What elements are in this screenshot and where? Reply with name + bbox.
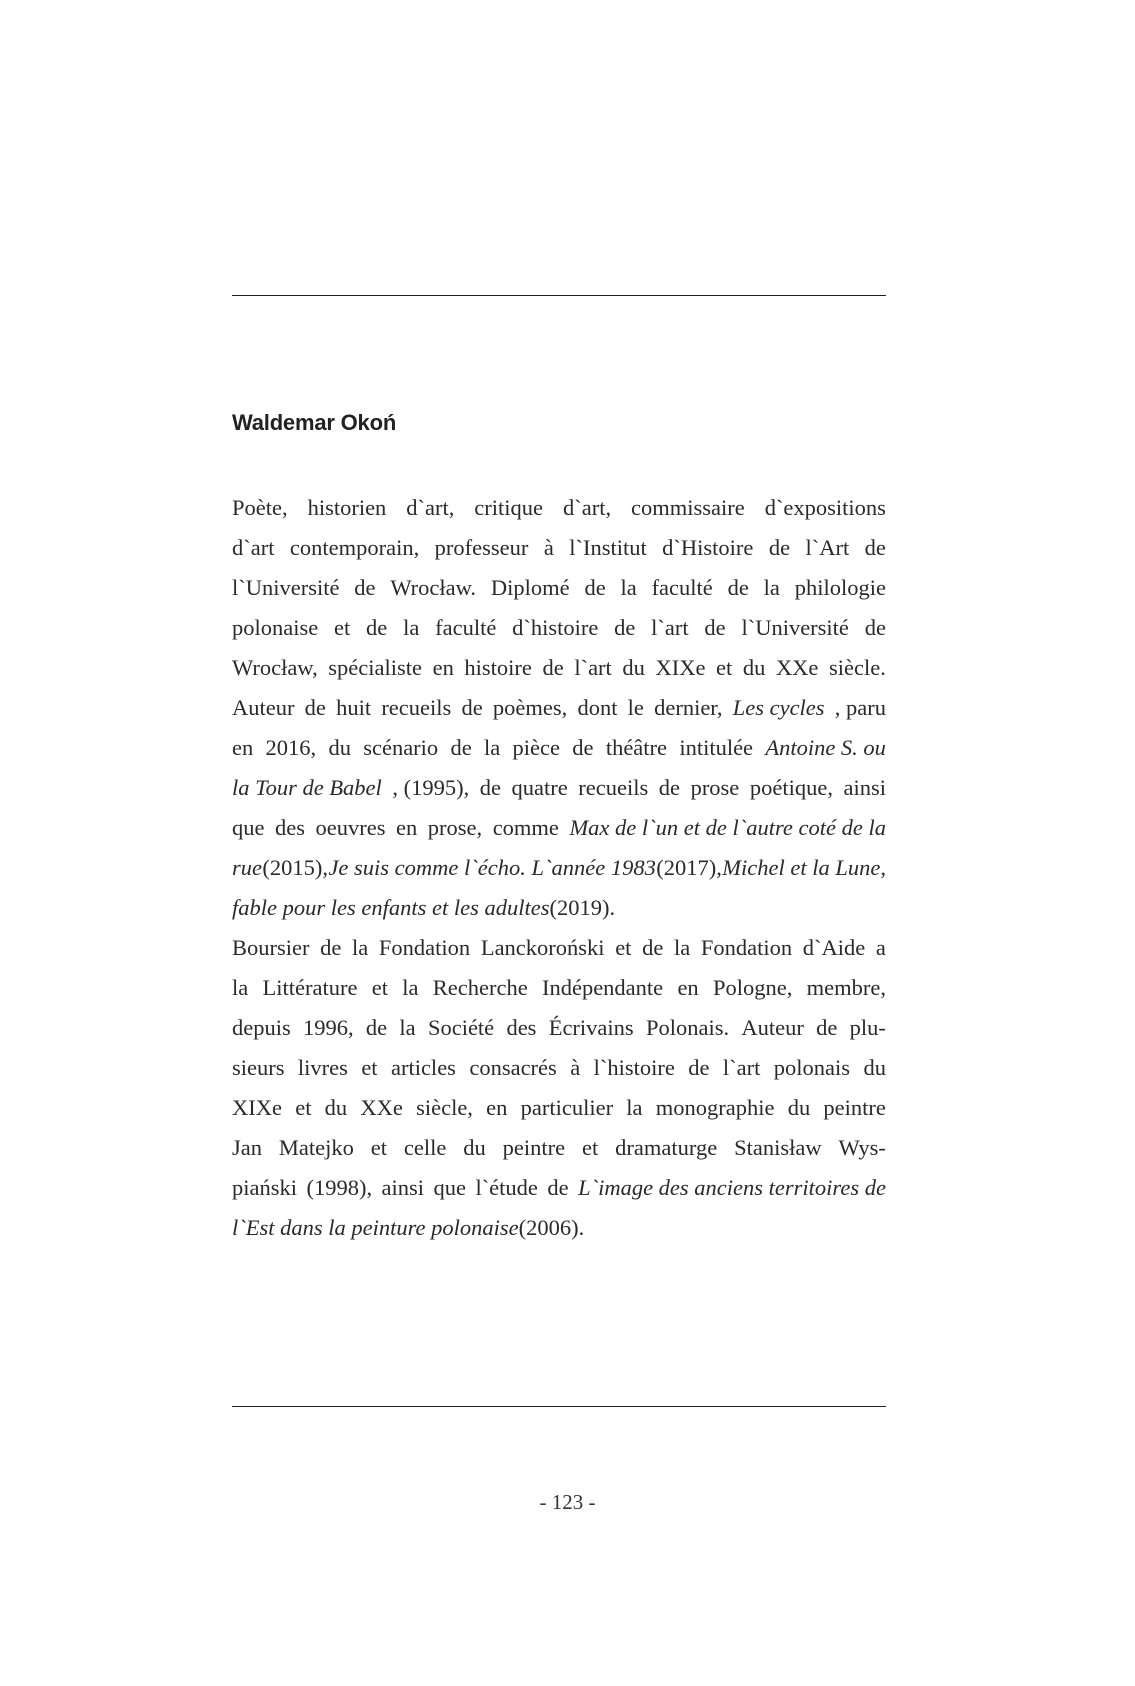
word: la — [232, 975, 249, 1000]
word: l`étude — [475, 1175, 538, 1200]
word: théâtre — [605, 735, 668, 760]
text-line — [232, 608, 886, 648]
word: Lanckoroński — [480, 935, 605, 960]
text-line — [232, 928, 886, 968]
word: faculté — [435, 615, 497, 640]
word: l`Université — [232, 575, 340, 600]
word: a — [875, 935, 886, 960]
italic-title: la Tour de Babel — [232, 775, 382, 800]
word: et — [582, 1135, 599, 1160]
word: Poète, — [232, 495, 288, 520]
word: du — [324, 1095, 348, 1120]
word: professeur — [434, 535, 529, 560]
word: la — [763, 575, 780, 600]
word: et — [334, 615, 351, 640]
word: la — [484, 735, 501, 760]
word: livres — [297, 1055, 348, 1080]
text-line — [232, 808, 886, 848]
word: Wrocław, — [232, 655, 318, 680]
word: de — [320, 935, 342, 960]
word: Matejko — [278, 1135, 354, 1160]
word: la — [399, 1015, 416, 1040]
word: en — [486, 1095, 508, 1120]
word: , (1995), — [392, 775, 470, 800]
word: et — [370, 1135, 388, 1160]
word: la — [352, 935, 369, 960]
text-line — [232, 1048, 886, 1088]
text-line — [232, 1168, 886, 1208]
word: que — [232, 815, 265, 840]
word: de — [688, 1055, 710, 1080]
word: en — [677, 975, 699, 1000]
word: de — [658, 775, 681, 800]
text-line — [232, 528, 886, 568]
word: l`histoire — [593, 1055, 675, 1080]
word: intitulée — [679, 735, 754, 760]
word: en — [232, 735, 254, 760]
bottom-rule — [232, 1406, 886, 1407]
word: de — [479, 775, 501, 800]
word: poèmes, — [492, 695, 568, 720]
word: l`art — [574, 655, 612, 680]
italic-title: fable pour les enfants et les adultes — [232, 895, 550, 920]
word: que — [433, 1175, 466, 1200]
word: XIXe — [232, 1095, 282, 1120]
word: la — [402, 975, 419, 1000]
word: Fondation — [378, 935, 471, 960]
word: piański — [232, 1175, 297, 1200]
italic-title: rue — [232, 855, 262, 880]
word: en — [396, 815, 418, 840]
word: (2015), — [262, 855, 329, 880]
word: d`art, — [562, 495, 612, 520]
word: Écrivains — [548, 1015, 634, 1040]
word: siècle, — [416, 1095, 473, 1120]
word: à — [543, 535, 554, 560]
word: ainsi — [843, 775, 886, 800]
word: et — [371, 975, 388, 1000]
word: de — [354, 575, 376, 600]
word: l`Université — [741, 615, 849, 640]
word: philologie — [794, 575, 886, 600]
italic-title: Max de l`un et de l`autre coté de la — [569, 815, 886, 840]
word: particulier — [520, 1095, 614, 1120]
word: peintre — [502, 1135, 566, 1160]
word: des — [275, 815, 306, 840]
word: l`Institut — [569, 535, 647, 560]
word: en — [432, 655, 454, 680]
word: commissaire — [631, 495, 745, 520]
word: depuis — [232, 1015, 291, 1040]
biography-text — [232, 488, 886, 1248]
word: historien — [307, 495, 387, 520]
word: contemporain, — [289, 535, 420, 560]
top-rule — [232, 295, 886, 296]
word: d`art, — [406, 495, 455, 520]
word: dramaturge — [615, 1135, 718, 1160]
author-name: Waldemar Okoń — [232, 410, 397, 435]
word: prose — [690, 775, 740, 800]
word: membre, — [806, 975, 886, 1000]
word: plu- — [849, 1015, 886, 1040]
word: polonais — [773, 1055, 851, 1080]
word: peintre — [823, 1095, 886, 1120]
word: 2016, — [265, 735, 317, 760]
text-line — [232, 968, 886, 1008]
word: scénario — [363, 735, 439, 760]
word: du — [863, 1055, 886, 1080]
text-line — [232, 728, 886, 768]
word: d`histoire — [512, 615, 599, 640]
word: Jan — [232, 1135, 262, 1160]
word: de — [584, 575, 606, 600]
word: de — [461, 695, 483, 720]
word: à — [570, 1055, 581, 1080]
word: monographie — [655, 1095, 775, 1120]
word: d`Aide — [802, 935, 866, 960]
text-line — [232, 488, 886, 528]
word: du — [622, 655, 645, 680]
word: du — [742, 655, 766, 680]
word: consacrés — [469, 1055, 557, 1080]
word: (2019). — [549, 895, 616, 920]
word: de — [768, 535, 791, 560]
word: Recherche — [432, 975, 528, 1000]
text-line — [232, 848, 886, 888]
word: Fondation — [700, 935, 793, 960]
word: et — [295, 1095, 312, 1120]
word: de — [816, 1015, 838, 1040]
word: articles — [390, 1055, 456, 1080]
word: Pologne, — [712, 975, 793, 1000]
word: l`Art — [805, 535, 850, 560]
text-line — [232, 1128, 886, 1168]
word: Stanisław — [734, 1135, 822, 1160]
word: de — [547, 1175, 569, 1200]
word: de — [365, 1015, 388, 1040]
word: Littérature — [262, 975, 358, 1000]
italic-title: Je suis comme l`écho. L`année 1983 — [328, 855, 656, 880]
word: comme — [492, 815, 559, 840]
word: et — [361, 1055, 378, 1080]
word: polonaise — [232, 615, 319, 640]
word: Wys- — [838, 1135, 886, 1160]
word: de — [450, 735, 472, 760]
word: XXe — [360, 1095, 403, 1120]
italic-title: l`Est dans la peinture polonaise — [232, 1215, 519, 1240]
word: critique — [474, 495, 544, 520]
text-line — [232, 568, 886, 608]
word: XIXe — [655, 655, 706, 680]
word: de — [304, 695, 326, 720]
word: de — [366, 615, 388, 640]
word: XXe — [775, 655, 819, 680]
word: (2006). — [518, 1215, 585, 1240]
word: de — [727, 575, 749, 600]
word: Indépendante — [541, 975, 664, 1000]
word: 1996, — [303, 1015, 354, 1040]
word: la — [626, 1095, 643, 1120]
word: pièce — [512, 735, 560, 760]
word: dont — [577, 695, 618, 720]
text-line — [232, 888, 886, 928]
text-line — [232, 688, 886, 728]
word: celle — [403, 1135, 447, 1160]
word: du — [463, 1135, 486, 1160]
word: Auteur — [232, 695, 295, 720]
page-number: - 123 - — [539, 1490, 596, 1514]
word: Wrocław. — [390, 575, 477, 600]
word: poétique, — [749, 775, 833, 800]
word: de — [864, 615, 886, 640]
word: recueils — [578, 775, 649, 800]
word: oeuvres — [315, 815, 386, 840]
text-line — [232, 1208, 886, 1248]
word: huit — [336, 695, 372, 720]
word: , paru — [834, 695, 886, 720]
text-line — [232, 1088, 886, 1128]
italic-title: Michel et la Lune, — [722, 855, 886, 880]
text-line — [232, 768, 886, 808]
word: siècle. — [829, 655, 886, 680]
word: de — [542, 655, 564, 680]
word: recueils — [381, 695, 452, 720]
text-line — [232, 648, 886, 688]
word: et — [716, 655, 733, 680]
word: Société — [427, 1015, 495, 1040]
word: l`art — [722, 1055, 761, 1080]
word: dernier, — [654, 695, 723, 720]
word: (2017), — [656, 855, 722, 880]
word: l`art — [651, 615, 689, 640]
word: de — [642, 935, 664, 960]
italic-title: Antoine S. ou — [765, 735, 886, 760]
word: de — [864, 535, 886, 560]
word: de — [572, 735, 594, 760]
text-line — [232, 1008, 886, 1048]
word: la — [673, 935, 691, 960]
word: la — [403, 615, 420, 640]
word: spécialiste — [328, 655, 423, 680]
word: histoire — [464, 655, 532, 680]
word: de — [614, 615, 636, 640]
word: du — [328, 735, 351, 760]
word: de — [704, 615, 726, 640]
word: la — [620, 575, 637, 600]
word: d`Histoire — [662, 535, 754, 560]
word: des — [506, 1015, 537, 1040]
italic-title: Les cycles — [732, 695, 825, 720]
word: et — [615, 935, 632, 960]
word: prose, — [427, 815, 483, 840]
word: faculté — [651, 575, 713, 600]
word: d`art — [232, 535, 275, 560]
word: sieurs — [232, 1055, 285, 1080]
word: ainsi — [381, 1175, 425, 1200]
word: Boursier — [232, 935, 310, 960]
word: Auteur — [741, 1015, 804, 1040]
word: quatre — [511, 775, 568, 800]
word: le — [627, 695, 644, 720]
word: du — [787, 1095, 811, 1120]
word: d`expositions — [764, 495, 886, 520]
word: (1998), — [306, 1175, 373, 1200]
italic-title: L`image des anciens territoires de — [578, 1175, 886, 1200]
word: Diplomé — [490, 575, 570, 600]
word: Polonais. — [645, 1015, 730, 1040]
